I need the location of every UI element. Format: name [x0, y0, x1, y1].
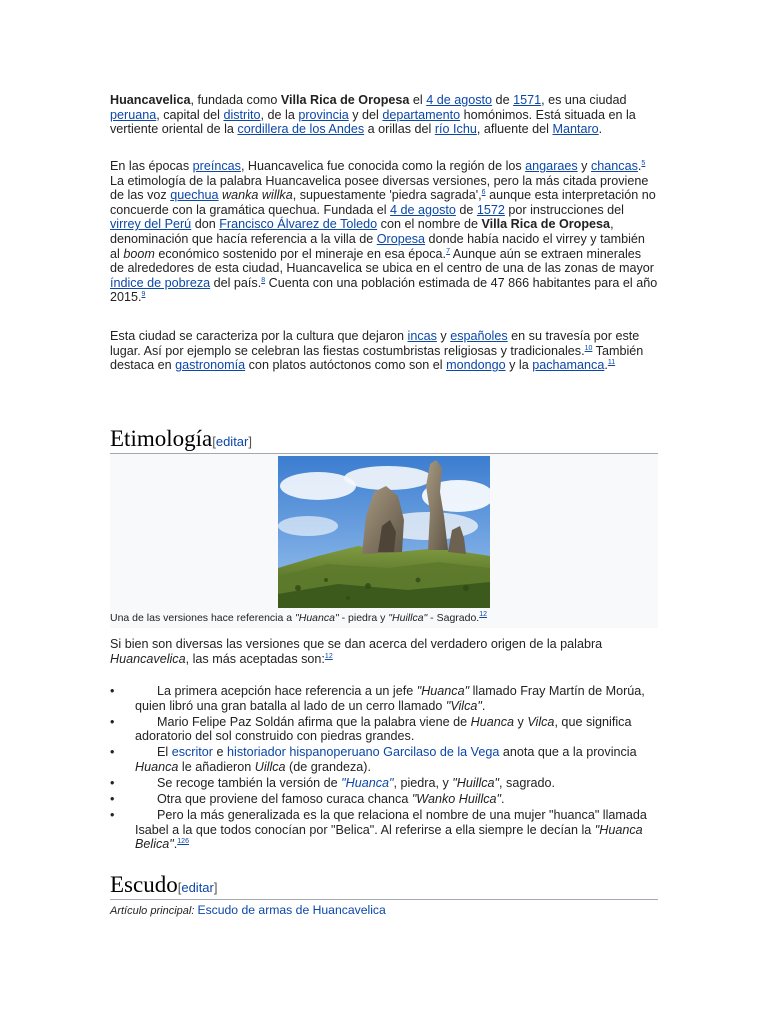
text-run: , denominación que hacía referencia a la villa de [110, 217, 614, 246]
text-run: con el nombre de [377, 217, 482, 232]
wiki-link[interactable]: gastronomía [175, 358, 246, 373]
text-run: . [637, 159, 642, 173]
text-run: , piedra, y [393, 776, 453, 791]
text-run: en su travesía por este lugar. Así por ejemplo se celebran las fiestas costumbristas religiosas y tradicionales. [110, 329, 640, 358]
italic-term: wanka willka [222, 188, 293, 203]
text-run: Otra que proviene del famoso curaca chanca [157, 792, 412, 807]
italic-term: "Huanca Belica" [135, 822, 643, 852]
list-item [110, 684, 658, 713]
edit-section-link: [editar] [212, 434, 252, 449]
text-run: aunque esta interpretación no concuerde con la gramática quechua. Fundada el [110, 188, 656, 217]
text-run: y [514, 714, 528, 729]
list-item [110, 808, 658, 852]
text-run: el [409, 93, 427, 107]
edit-section-link: [editar] [177, 880, 218, 895]
text-run: . [604, 358, 608, 373]
section-heading-escudo [110, 872, 658, 900]
text-run: donde había nacido el virrey y también al [110, 231, 645, 261]
reference-sup [142, 291, 146, 298]
wiki-link[interactable]: índice de pobreza [110, 275, 211, 290]
text-run: homónimos. Está situada en la vertiente oriental de la [110, 107, 636, 137]
text-run: y la [505, 358, 533, 373]
text-run: Pero la más generalizada es la que relaciona el nombre de una mujer "huanca" llamada Isabel a la que todos conocían por "Belica". Al referirse a ella siempre le decían la [135, 808, 647, 837]
italic-term: Huanca [470, 714, 515, 729]
text-run: e [213, 745, 228, 760]
text-run: con platos autóctonos como son el [245, 358, 447, 373]
bold-term: Huancavelica [110, 93, 191, 107]
reference-link[interactable]: 9 [141, 291, 146, 299]
text-run: - piedra y [338, 612, 389, 624]
text-run: del país. [210, 275, 262, 290]
text-run: a orillas del [364, 122, 435, 137]
text-run: También destaca en [110, 343, 644, 373]
main-article-link[interactable]: Escudo de armas de Huancavelica [197, 903, 386, 917]
italic-term: Huancavelica [110, 651, 186, 666]
text-run: , fundada como [190, 93, 281, 107]
wiki-link[interactable]: virrey del Perú [110, 217, 192, 232]
bold-term: Villa Rica de Oropesa [481, 217, 611, 232]
text-run: de [455, 202, 477, 217]
wiki-link[interactable]: Oropesa [376, 231, 426, 246]
main-article-note [110, 903, 386, 917]
wiki-link[interactable]: españoles [450, 329, 508, 343]
wiki-link[interactable]: 1571 [513, 93, 542, 107]
text-run: y del [348, 107, 383, 122]
italic-term: boom [123, 246, 155, 261]
text-run: , sagrado. [499, 776, 556, 791]
list-item [110, 792, 658, 807]
reference-sup [177, 838, 189, 845]
etimologia-paragraph [110, 637, 658, 666]
text-run: le añadieron [178, 759, 255, 774]
wiki-link[interactable]: 1572 [476, 202, 505, 217]
bullet: • [110, 745, 115, 760]
section-title: Escudo [110, 872, 178, 897]
text-run: . [481, 698, 486, 713]
text-run: de [492, 93, 514, 107]
bullet: • [110, 684, 115, 698]
text-run: , supuestamente 'piedra sagrada', [292, 188, 482, 203]
text-run: Si bien son diversas las versiones que se dan acerca del verdadero origen de la palabra [110, 637, 603, 651]
reference-link[interactable]: 12 [479, 611, 488, 618]
text-run: Aunque aún se extraen minerales de alrededores de esta ciudad, Huancavelica se ubica en el centro de una de las zonas de mayor [110, 246, 654, 276]
italic-term: "Huanca" [416, 684, 470, 698]
text-run: económico sostenido por el mineraje en esa época. [154, 246, 447, 261]
edit-link[interactable]: editar [215, 434, 249, 449]
edit-link[interactable]: editar [181, 880, 214, 895]
section-heading-etimologia [110, 426, 658, 454]
wiki-link[interactable]: angaraes [525, 159, 578, 173]
wiki-link[interactable]: cordillera de los Andes [237, 122, 365, 137]
text-run: , de la [260, 107, 299, 122]
text-run: El [157, 745, 172, 760]
intro-paragraph-1 [110, 93, 650, 137]
italic-term: "Huanca" [295, 612, 339, 624]
italic-term: "Vilca" [445, 698, 482, 713]
wiki-link[interactable]: historiador hispanoperuano Garcilaso de la Vega [227, 745, 500, 760]
text-run: Esta ciudad se caracteriza por la cultura que dejaron [110, 329, 408, 343]
reference-sup [325, 653, 333, 660]
text-run: llamado Fray Martín de Morúa, quien libró una gran batalla al lado de un cerro llamado [135, 684, 645, 713]
wiki-link[interactable]: departamento [382, 107, 461, 122]
list-item [110, 776, 658, 791]
list-item [110, 715, 658, 744]
reference-link[interactable]: 5 [641, 160, 646, 167]
text-run: , Huancavelica fue conocida como la región de los [240, 159, 526, 173]
figure-caption [110, 612, 487, 624]
text-run: , que significa adoratorio del sol construido con piedras grandes. [135, 714, 632, 744]
wiki-link[interactable]: Mantaro [552, 122, 599, 137]
reference-link[interactable]: 10 [584, 344, 593, 352]
text-run: Mario Felipe Paz Soldán afirma que la palabra viene de [157, 714, 471, 729]
text-run: y [436, 329, 451, 343]
wiki-link[interactable]: provincia [298, 107, 349, 122]
text-run: . [173, 837, 178, 852]
wiki-link[interactable]: peruana [110, 107, 157, 122]
reference-link[interactable]: 8 [261, 276, 266, 284]
text-run: por instrucciones del [504, 202, 624, 217]
text-run: Cuenta con una población estimada de 47 866 habitantes para el año 2015. [110, 275, 658, 305]
text-run: , afluente del [476, 122, 553, 137]
text-run: don [191, 217, 220, 232]
italic-term: "Huillca" [452, 776, 500, 791]
text-run: , las más aceptadas son: [185, 651, 325, 666]
reference-sup [479, 611, 487, 618]
text-run: y [577, 159, 591, 173]
wiki-link[interactable]: Francisco Álvarez de Toledo [219, 217, 378, 232]
bullet: • [110, 792, 115, 807]
text-run: (de grandeza). [285, 759, 371, 774]
text-run: , capital del [156, 107, 224, 122]
reference-link[interactable]: 7 [446, 247, 450, 255]
italic-term: "Huillca" [388, 612, 428, 624]
intro-paragraph-2 [110, 159, 658, 305]
main-article-prefix: Artículo principal: [110, 905, 195, 917]
reference-link[interactable]: 12 [324, 652, 333, 660]
text-run: . [501, 792, 505, 807]
italic-term: "Wanko Huillca" [411, 792, 502, 807]
wiki-link[interactable]: río Ichu [434, 122, 477, 137]
text-run: , es una ciudad [541, 93, 627, 107]
italic-term: Uillca [254, 759, 286, 774]
wiki-link[interactable]: 4 de agosto [390, 202, 456, 217]
bullet: • [110, 808, 115, 823]
wiki-link[interactable]: pachamanca [532, 358, 605, 373]
wiki-link[interactable]: chancas [590, 159, 638, 173]
etimologia-versions-list [110, 684, 658, 854]
wiki-link[interactable]: preíncas [192, 159, 241, 173]
wiki-link[interactable]: quechua [170, 188, 219, 203]
text-run: Una de las versiones hace referencia a [110, 612, 296, 624]
text-run: . [598, 122, 603, 137]
wiki-link[interactable]: distrito [223, 107, 261, 122]
reference-link[interactable]: 6 [481, 189, 486, 197]
text-run: anota que a la provincia [499, 745, 637, 760]
bold-term: Villa Rica de Oropesa [280, 93, 410, 107]
italic-term: Vilca [527, 714, 555, 729]
reference-link[interactable]: 126 [177, 838, 189, 846]
reference-sup [641, 160, 645, 167]
text-run: En las épocas [110, 159, 193, 173]
text-run: Se recoge también la versión de [157, 776, 342, 791]
wiki-link[interactable]: mondongo [446, 358, 506, 373]
text-run: - Sagrado. [427, 612, 480, 624]
italic-term: Huanca [135, 759, 179, 774]
wiki-link[interactable]: 4 de agosto [426, 93, 493, 107]
wiki-link[interactable]: incas [407, 329, 437, 343]
intro-paragraph-3 [110, 329, 658, 373]
bullet: • [110, 714, 115, 729]
wiki-link[interactable]: escritor [171, 745, 213, 760]
reference-sup [608, 359, 615, 366]
figure-thumbnail [110, 454, 658, 628]
section-title: Etimología [110, 426, 213, 451]
text-run: La etimología de la palabra Huancavelica posee diversas versiones, pero la más citada proviene de las voz [110, 173, 649, 203]
rock-formation-photo[interactable] [278, 456, 490, 608]
list-item [110, 745, 658, 774]
wiki-link[interactable]: "Huanca" [341, 776, 394, 791]
text-run: La primera acepción hace referencia a un jefe [157, 684, 417, 698]
reference-link[interactable]: 11 [607, 359, 616, 367]
bullet: • [110, 776, 115, 791]
